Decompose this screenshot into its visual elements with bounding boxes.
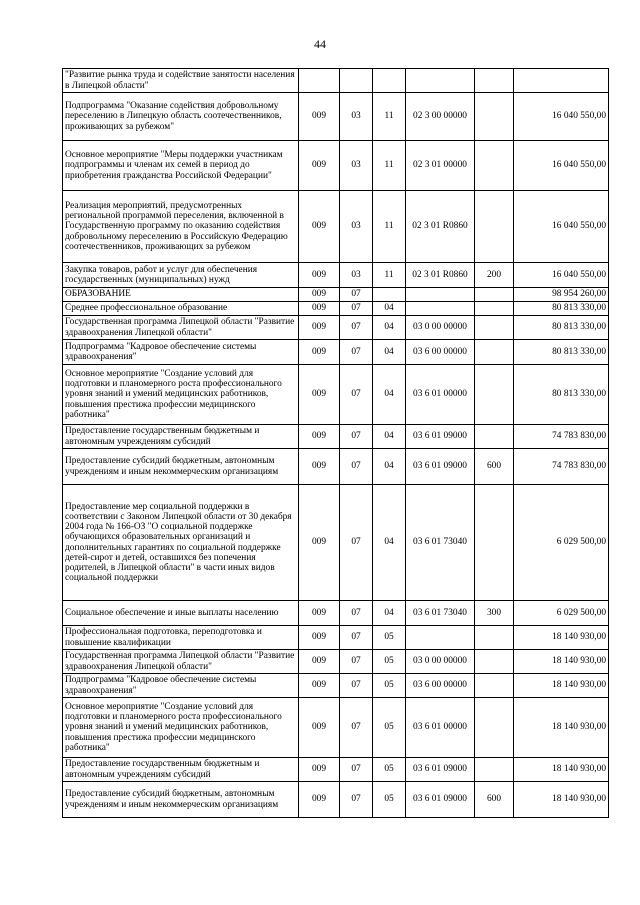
ministry-code-cell: 009 xyxy=(299,365,340,425)
amount-cell: 6 029 500,00 xyxy=(514,485,609,601)
expense-type-cell xyxy=(475,191,514,263)
table-row xyxy=(63,650,609,674)
subsection-code-cell: 04 xyxy=(373,601,406,626)
section-code-cell: 07 xyxy=(340,698,373,758)
table-row xyxy=(63,365,609,425)
row-name-cell: Предоставление субсидий бюджетным, автономным учреждениям и иным некоммерческим организациям xyxy=(63,782,299,818)
table-row xyxy=(63,263,609,288)
expense-type-cell xyxy=(475,316,514,340)
row-name-cell: Предоставление мер социальной поддержки в соответствии с Законом Липецкой области от 30 декабря 2004 года № 166-ОЗ "О социальной поддержке обучающихся образовательных организаций и дополнительных гарантиях по социальной поддержке детей-сирот и детей, оставшихся без попечения родителей, в Липецкой области" в части иных видов социальной поддержки xyxy=(63,485,299,601)
expense-type-cell: 600 xyxy=(475,782,514,818)
table-row xyxy=(63,93,609,141)
ministry-code-cell: 009 xyxy=(299,758,340,782)
row-name-cell: Государственная программа Липецкой области "Развитие здравоохранения Липецкой области" xyxy=(63,316,299,340)
ministry-code-cell: 009 xyxy=(299,449,340,485)
ministry-code-cell: 009 xyxy=(299,141,340,191)
section-code-cell: 07 xyxy=(340,425,373,449)
table-row xyxy=(63,340,609,365)
amount-cell: 16 040 550,00 xyxy=(514,93,609,141)
section-code-cell: 07 xyxy=(340,340,373,365)
target-item-cell: 03 6 01 73040 xyxy=(406,485,475,601)
ministry-code-cell: 009 xyxy=(299,698,340,758)
expense-type-cell xyxy=(475,626,514,650)
expense-type-cell xyxy=(475,288,514,302)
row-name-cell: Подпрограмма "Кадровое обеспечение системы здравоохранения" xyxy=(63,340,299,365)
amount-cell: 80 813 330,00 xyxy=(514,316,609,340)
amount-cell: 16 040 550,00 xyxy=(514,191,609,263)
row-name-cell: ОБРАЗОВАНИЕ xyxy=(63,288,299,302)
expense-type-cell: 600 xyxy=(475,449,514,485)
row-name-cell: Закупка товаров, работ и услуг для обеспечения государственных (муниципальных) нужд xyxy=(63,263,299,288)
ministry-code-cell: 009 xyxy=(299,601,340,626)
ministry-code-cell: 009 xyxy=(299,288,340,302)
section-code-cell: 07 xyxy=(340,601,373,626)
target-item-cell: 03 6 01 00000 xyxy=(406,365,475,425)
table-row xyxy=(63,191,609,263)
expense-type-cell xyxy=(475,698,514,758)
subsection-code-cell: 04 xyxy=(373,302,406,316)
row-name-cell: Реализация мероприятий, предусмотренных региональной программой переселения, включенной в Государственную программу по оказанию содействия добровольному переселению в Российскую Федерацию соотечественников, проживающих за рубежом xyxy=(63,191,299,263)
table-row xyxy=(63,316,609,340)
row-name-cell: Предоставление субсидий бюджетным, автономным учреждениям и иным некоммерческим организациям xyxy=(63,449,299,485)
target-item-cell: 03 6 00 00000 xyxy=(406,340,475,365)
row-name-cell: Подпрограмма "Оказание содействия добровольному переселению в Липецкую область соотечественников, проживающих за рубежом" xyxy=(63,93,299,141)
subsection-code-cell: 04 xyxy=(373,316,406,340)
target-item-cell: 03 6 01 00000 xyxy=(406,698,475,758)
subsection-code-cell: 04 xyxy=(373,365,406,425)
table-row xyxy=(63,601,609,626)
target-item-cell: 03 0 00 00000 xyxy=(406,650,475,674)
row-name-cell: Социальное обеспечение и иные выплаты населению xyxy=(63,601,299,626)
section-code-cell: 07 xyxy=(340,449,373,485)
subsection-code-cell: 05 xyxy=(373,650,406,674)
expense-type-cell xyxy=(475,425,514,449)
row-name-cell: Основное мероприятие "Меры поддержки участникам подпрограммы и членам их семей в период до приобретения гражданства Российской Федерации" xyxy=(63,141,299,191)
expense-type-cell xyxy=(475,365,514,425)
target-item-cell: 02 3 01 R0860 xyxy=(406,191,475,263)
table-row xyxy=(63,425,609,449)
section-code-cell: 03 xyxy=(340,191,373,263)
row-name-cell: Государственная программа Липецкой области "Развитие здравоохранения Липецкой области" xyxy=(63,650,299,674)
amount-cell: 18 140 930,00 xyxy=(514,782,609,818)
ministry-code-cell: 009 xyxy=(299,782,340,818)
table-row xyxy=(63,141,609,191)
subsection-code-cell: 05 xyxy=(373,758,406,782)
section-code-cell: 07 xyxy=(340,758,373,782)
row-name-cell: Среднее профессиональное образование xyxy=(63,302,299,316)
target-item-cell: 02 3 01 R0860 xyxy=(406,263,475,288)
page-number: 44 xyxy=(314,37,326,51)
subsection-code-cell: 05 xyxy=(373,698,406,758)
target-item-cell: 03 0 00 00000 xyxy=(406,316,475,340)
subsection-code-cell: 11 xyxy=(373,93,406,141)
ministry-code-cell: 009 xyxy=(299,650,340,674)
amount-cell: 6 029 500,00 xyxy=(514,601,609,626)
budget-table xyxy=(62,68,609,818)
expense-type-cell: 300 xyxy=(475,601,514,626)
row-name-cell: Подпрограмма "Кадровое обеспечение системы здравоохранения" xyxy=(63,674,299,698)
section-code-cell: 03 xyxy=(340,93,373,141)
amount-cell: 80 813 330,00 xyxy=(514,302,609,316)
expense-type-cell xyxy=(475,485,514,601)
ministry-code-cell xyxy=(299,69,340,93)
ministry-code-cell: 009 xyxy=(299,425,340,449)
target-item-cell: 02 3 01 00000 xyxy=(406,141,475,191)
amount-cell: 18 140 930,00 xyxy=(514,626,609,650)
target-item-cell: 03 6 01 09000 xyxy=(406,782,475,818)
table-row xyxy=(63,674,609,698)
row-name-cell: Предоставление государственным бюджетным и автономным учреждениям субсидий xyxy=(63,758,299,782)
target-item-cell: 03 6 00 00000 xyxy=(406,674,475,698)
amount-cell: 80 813 330,00 xyxy=(514,365,609,425)
table-row xyxy=(63,288,609,302)
target-item-cell xyxy=(406,69,475,93)
amount-cell: 16 040 550,00 xyxy=(514,263,609,288)
section-code-cell: 07 xyxy=(340,674,373,698)
amount-cell: 16 040 550,00 xyxy=(514,141,609,191)
subsection-code-cell: 04 xyxy=(373,340,406,365)
expense-type-cell xyxy=(475,650,514,674)
ministry-code-cell: 009 xyxy=(299,316,340,340)
section-code-cell: 07 xyxy=(340,485,373,601)
amount-cell: 18 140 930,00 xyxy=(514,758,609,782)
subsection-code-cell: 11 xyxy=(373,263,406,288)
subsection-code-cell: 04 xyxy=(373,425,406,449)
subsection-code-cell: 05 xyxy=(373,674,406,698)
table-row xyxy=(63,758,609,782)
expense-type-cell xyxy=(475,69,514,93)
section-code-cell: 03 xyxy=(340,141,373,191)
table-row xyxy=(63,302,609,316)
expense-type-cell xyxy=(475,93,514,141)
target-item-cell: 03 6 01 09000 xyxy=(406,425,475,449)
ministry-code-cell: 009 xyxy=(299,340,340,365)
ministry-code-cell: 009 xyxy=(299,93,340,141)
amount-cell: 98 954 260,00 xyxy=(514,288,609,302)
subsection-code-cell: 11 xyxy=(373,191,406,263)
subsection-code-cell: 11 xyxy=(373,141,406,191)
row-name-cell: Профессиональная подготовка, переподготовка и повышение квалификации xyxy=(63,626,299,650)
section-code-cell: 07 xyxy=(340,365,373,425)
row-name-cell: "Развитие рынка труда и содействие занятости населения в Липецкой области" xyxy=(63,69,299,93)
section-code-cell xyxy=(340,69,373,93)
amount-cell: 18 140 930,00 xyxy=(514,650,609,674)
amount-cell xyxy=(514,69,609,93)
subsection-code-cell: 05 xyxy=(373,626,406,650)
subsection-code-cell: 04 xyxy=(373,485,406,601)
row-name-cell: Предоставление государственным бюджетным и автономным учреждениям субсидий xyxy=(63,425,299,449)
subsection-code-cell xyxy=(373,288,406,302)
ministry-code-cell: 009 xyxy=(299,485,340,601)
section-code-cell: 07 xyxy=(340,650,373,674)
target-item-cell xyxy=(406,302,475,316)
ministry-code-cell: 009 xyxy=(299,674,340,698)
target-item-cell: 03 6 01 09000 xyxy=(406,758,475,782)
ministry-code-cell: 009 xyxy=(299,263,340,288)
expense-type-cell xyxy=(475,141,514,191)
target-item-cell: 02 3 00 00000 xyxy=(406,93,475,141)
expense-type-cell xyxy=(475,302,514,316)
subsection-code-cell: 04 xyxy=(373,449,406,485)
table-row xyxy=(63,449,609,485)
table-row xyxy=(63,698,609,758)
section-code-cell: 07 xyxy=(340,626,373,650)
subsection-code-cell xyxy=(373,69,406,93)
amount-cell: 18 140 930,00 xyxy=(514,674,609,698)
expense-type-cell xyxy=(475,340,514,365)
section-code-cell: 07 xyxy=(340,316,373,340)
amount-cell: 80 813 330,00 xyxy=(514,340,609,365)
target-item-cell xyxy=(406,626,475,650)
ministry-code-cell: 009 xyxy=(299,626,340,650)
amount-cell: 74 783 830,00 xyxy=(514,425,609,449)
table-row xyxy=(63,782,609,818)
table-row xyxy=(63,485,609,601)
section-code-cell: 03 xyxy=(340,263,373,288)
table-row xyxy=(63,69,609,93)
target-item-cell xyxy=(406,288,475,302)
target-item-cell: 03 6 01 73040 xyxy=(406,601,475,626)
amount-cell: 18 140 930,00 xyxy=(514,698,609,758)
table-row xyxy=(63,626,609,650)
target-item-cell: 03 6 01 09000 xyxy=(406,449,475,485)
section-code-cell: 07 xyxy=(340,302,373,316)
row-name-cell: Основное мероприятие "Создание условий для подготовки и планомерного роста профессионального уровня знаний и умений медицинских работников, повышения престижа профессии медицинского работника" xyxy=(63,698,299,758)
ministry-code-cell: 009 xyxy=(299,302,340,316)
section-code-cell: 07 xyxy=(340,288,373,302)
amount-cell: 74 783 830,00 xyxy=(514,449,609,485)
section-code-cell: 07 xyxy=(340,782,373,818)
expense-type-cell xyxy=(475,674,514,698)
subsection-code-cell: 05 xyxy=(373,782,406,818)
expense-type-cell xyxy=(475,758,514,782)
expense-type-cell: 200 xyxy=(475,263,514,288)
row-name-cell: Основное мероприятие "Создание условий для подготовки и планомерного роста профессионального уровня знаний и умений медицинских работников, повышения престижа профессии медицинского работника" xyxy=(63,365,299,425)
ministry-code-cell: 009 xyxy=(299,191,340,263)
